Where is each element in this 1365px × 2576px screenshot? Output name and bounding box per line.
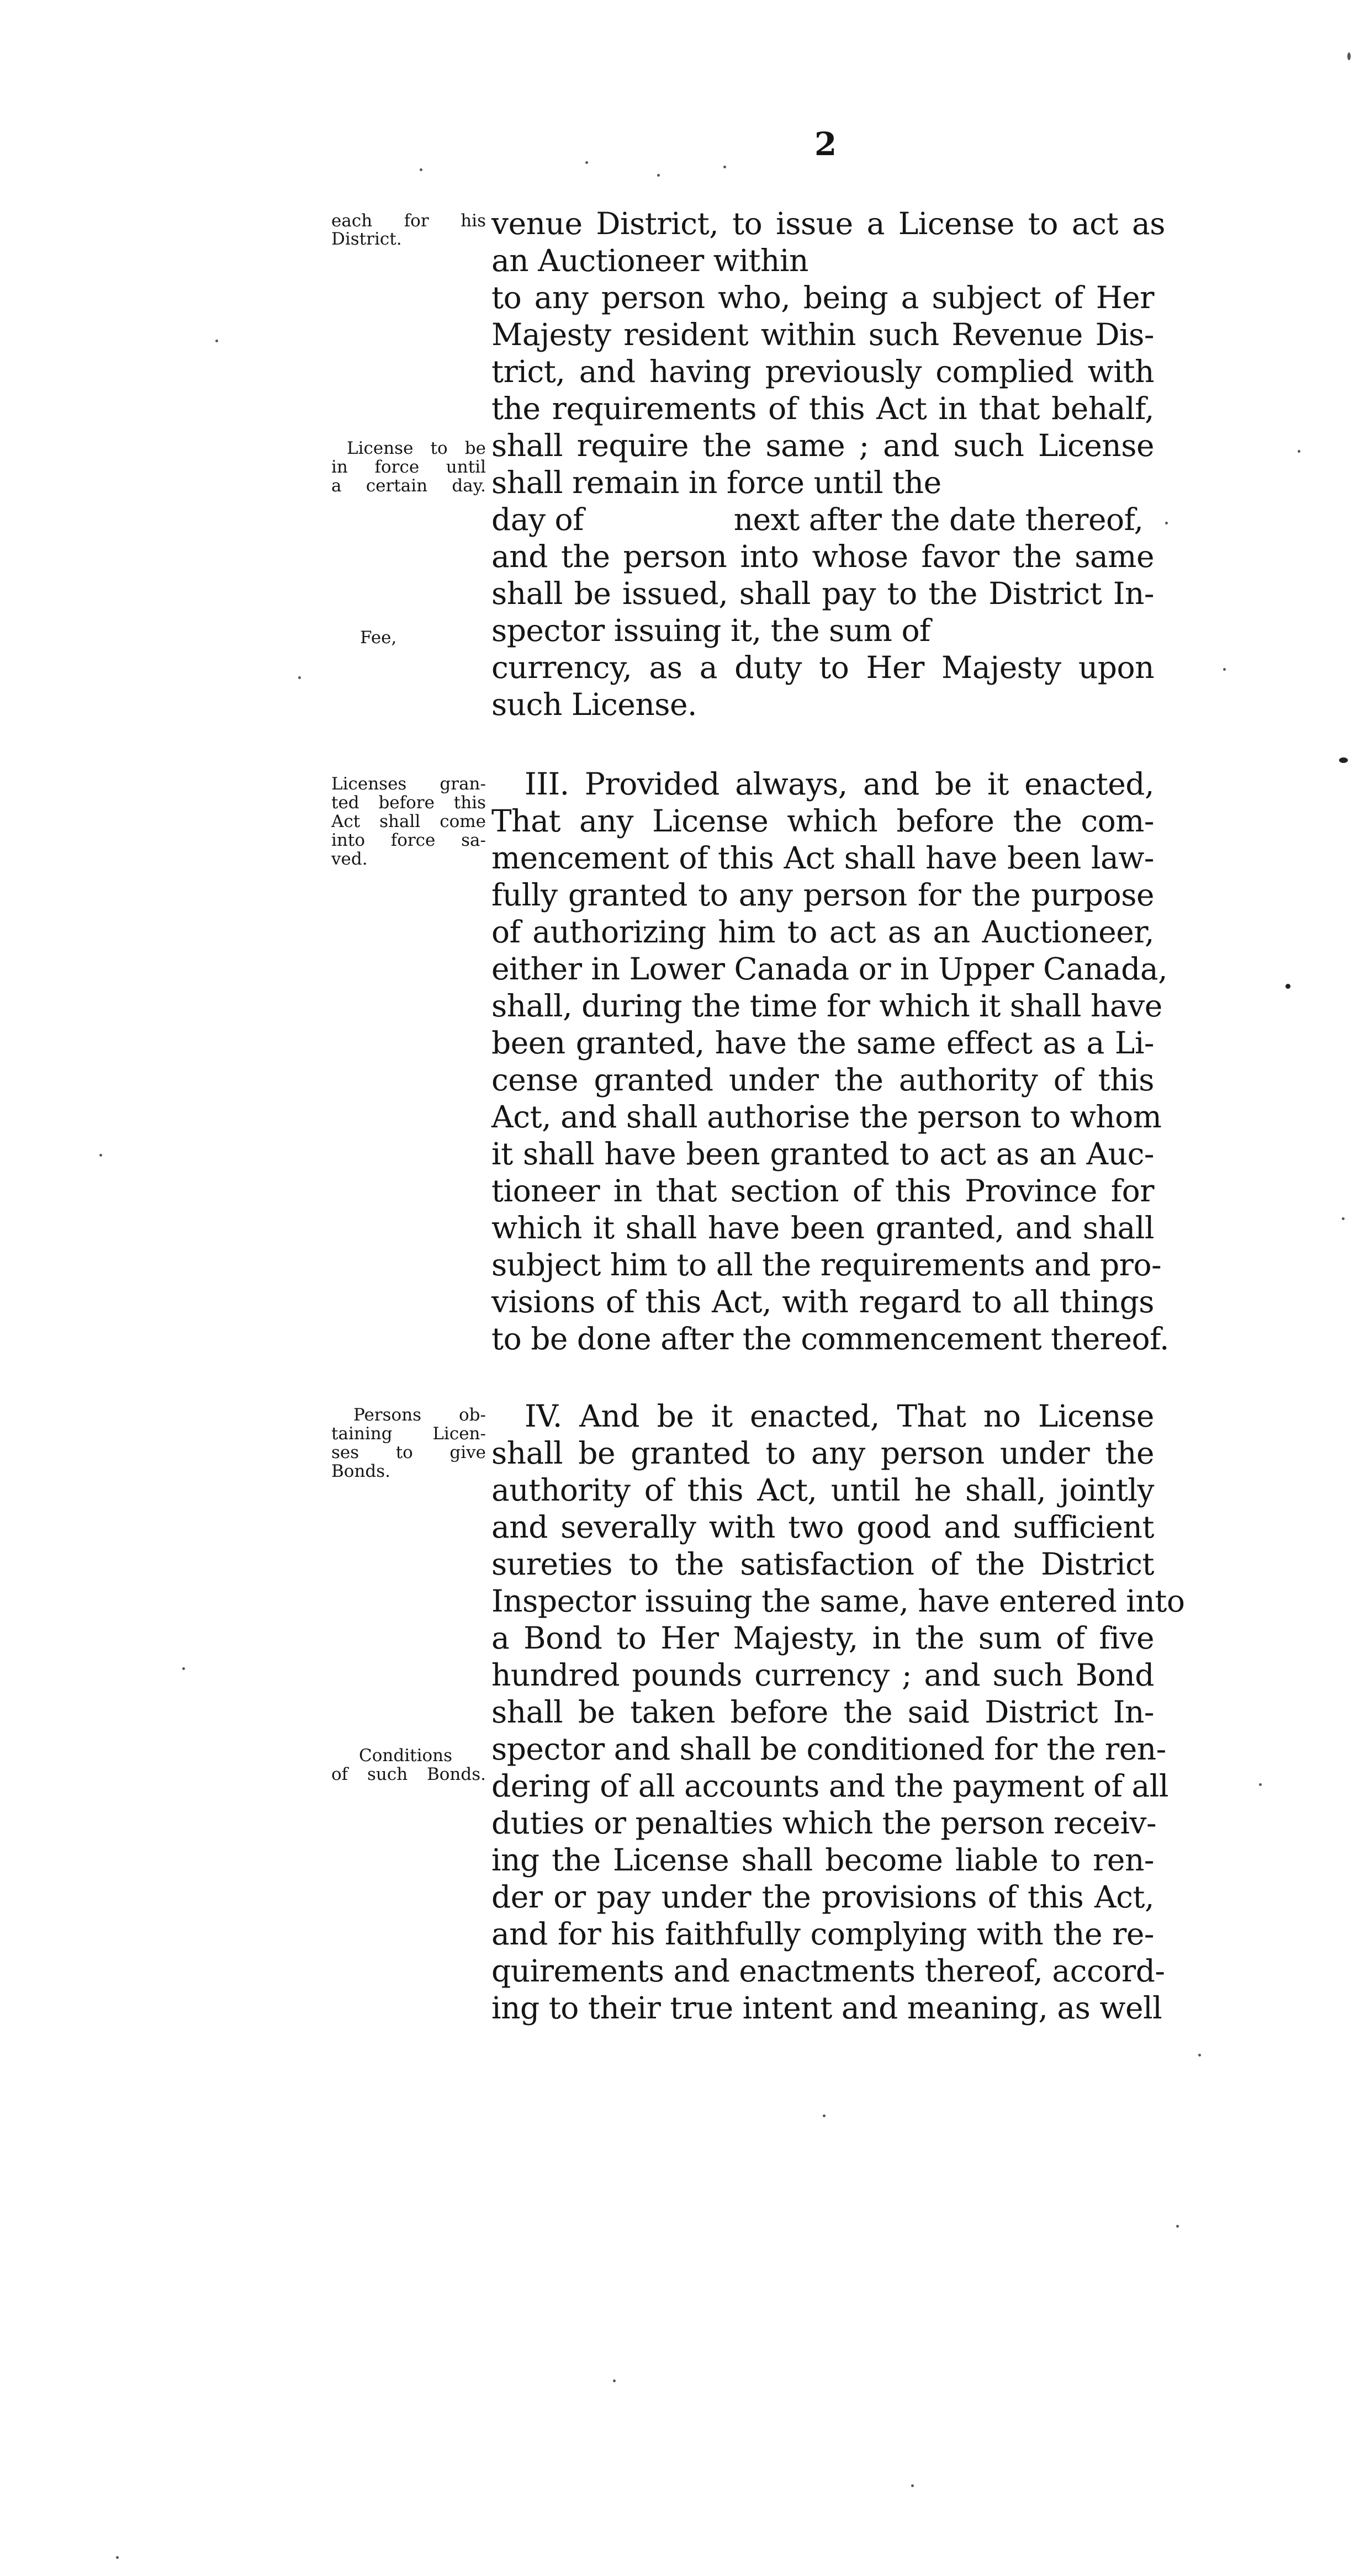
body-line: subject him to all the requirements and pro- bbox=[491, 1247, 1162, 1282]
body-line: a Bond to Her Majesty, in the sum of five bbox=[491, 1620, 1154, 1656]
scan-speck bbox=[1165, 522, 1168, 524]
margin-note-line: ted before this bbox=[331, 793, 486, 813]
body-line: visions of this Act, with regard to all things bbox=[491, 1284, 1154, 1319]
margin-note-line: each for his bbox=[331, 211, 486, 231]
body-line: day of next after the date thereof, bbox=[491, 502, 1144, 537]
scan-speck bbox=[1259, 1783, 1262, 1786]
scan-speck bbox=[420, 168, 422, 171]
margin-note-line: Act shall come bbox=[331, 812, 486, 831]
body-line: sureties to the satisfaction of the District bbox=[491, 1546, 1154, 1582]
body-line: and for his faithfully complying with the re- bbox=[491, 1916, 1154, 1952]
scan-speck bbox=[116, 2556, 119, 2559]
body-line: it shall have been granted to act as an Auc- bbox=[491, 1136, 1154, 1172]
body-line: such License. bbox=[491, 687, 697, 722]
scan-speck bbox=[723, 166, 726, 168]
body-line: venue District, to issue a License to act as bbox=[491, 206, 1165, 241]
body-line: and severally with two good and sufficient bbox=[491, 1509, 1154, 1545]
section-iii-heading-line: III. Provided always, and be it enacted, bbox=[525, 766, 1154, 802]
body-line: hundred pounds currency ; and such Bond bbox=[491, 1657, 1154, 1693]
margin-note-line: Conditions bbox=[359, 1746, 453, 1766]
margin-note-line: taining Licen- bbox=[331, 1424, 486, 1444]
body-line: tioneer in that section of this Province for bbox=[491, 1173, 1154, 1209]
body-line: to be done after the commencement thereof. bbox=[491, 1321, 1170, 1356]
scan-speck bbox=[1339, 757, 1348, 763]
margin-note-line: District. bbox=[331, 229, 402, 249]
body-line: Majesty resident within such Revenue Dis- bbox=[491, 317, 1154, 352]
body-line: ing the License shall become liable to ren- bbox=[491, 1842, 1154, 1878]
body-line: quirements and enactments thereof, accord- bbox=[491, 1953, 1165, 1989]
body-line: spector issuing it, the sum of bbox=[491, 613, 930, 648]
scan-speck bbox=[215, 340, 218, 342]
margin-note-line: ved. bbox=[331, 849, 368, 869]
body-line: shall remain in force until the bbox=[491, 465, 941, 500]
body-line: shall be issued, shall pay to the District In- bbox=[491, 576, 1154, 611]
body-line: Inspector issuing the same, have entered into bbox=[491, 1583, 1185, 1619]
scan-speck bbox=[99, 1154, 102, 1157]
margin-note-line: into force sa- bbox=[331, 830, 486, 850]
scan-speck bbox=[1347, 52, 1351, 60]
margin-note-line: of such Bonds. bbox=[331, 1764, 486, 1784]
scan-speck bbox=[1176, 2225, 1179, 2228]
body-line: trict, and having previously complied with bbox=[491, 354, 1154, 389]
body-line: cense granted under the authority of this bbox=[491, 1062, 1154, 1098]
body-line: spector and shall be conditioned for the ren- bbox=[491, 1731, 1166, 1767]
body-line: dering of all accounts and the payment of all bbox=[491, 1768, 1168, 1804]
body-line: of authorizing him to act as an Auctioneer, bbox=[491, 914, 1154, 950]
body-line: an Auctioneer within bbox=[491, 243, 808, 278]
margin-note-line: in force until bbox=[331, 457, 486, 477]
scan-speck bbox=[585, 161, 588, 164]
body-line: been granted, have the same effect as a Li- bbox=[491, 1025, 1154, 1061]
margin-note-line: Fee, bbox=[360, 628, 397, 648]
body-line: duties or penalties which the person receiv- bbox=[491, 1805, 1157, 1841]
section-iv-heading-line: IV. And be it enacted, That no License bbox=[525, 1398, 1154, 1434]
scan-speck bbox=[911, 2484, 914, 2487]
page-number: 2 bbox=[814, 125, 837, 163]
scan-speck bbox=[613, 2379, 616, 2382]
scan-speck bbox=[823, 2114, 826, 2117]
margin-note-line: Bonds. bbox=[331, 1461, 391, 1481]
body-line: the requirements of this Act in that behalf, bbox=[491, 391, 1154, 426]
scan-speck bbox=[182, 1667, 185, 1670]
body-line: fully granted to any person for the purpose bbox=[491, 877, 1154, 913]
body-line: shall, during the time for which it shall have bbox=[491, 988, 1162, 1024]
body-line: Act, and shall authorise the person to whom bbox=[491, 1099, 1162, 1135]
body-line: currency, as a duty to Her Majesty upon bbox=[491, 650, 1154, 685]
scan-speck bbox=[1285, 984, 1290, 989]
body-line: shall require the same ; and such License bbox=[491, 428, 1154, 463]
body-line: mencement of this Act shall have been law- bbox=[491, 840, 1154, 876]
body-line: and the person into whose favor the same bbox=[491, 539, 1154, 574]
scan-speck bbox=[1342, 1217, 1345, 1220]
scan-speck bbox=[298, 676, 301, 679]
body-line: to any person who, being a subject of Her bbox=[491, 280, 1154, 315]
body-line: ing to their true intent and meaning, as well bbox=[491, 1990, 1162, 2026]
body-line: which it shall have been granted, and shall bbox=[491, 1210, 1154, 1245]
margin-note-line: ses to give bbox=[331, 1443, 486, 1462]
body-line: shall be granted to any person under the bbox=[491, 1435, 1154, 1471]
scan-speck bbox=[1298, 450, 1300, 453]
body-line: der or pay under the provisions of this Act, bbox=[491, 1879, 1154, 1915]
margin-note-line: Persons ob- bbox=[353, 1405, 486, 1425]
scan-speck bbox=[657, 174, 660, 177]
margin-note-line: Licenses gran- bbox=[331, 774, 486, 794]
scan-speck bbox=[1223, 668, 1226, 671]
scan-speck bbox=[1198, 2054, 1201, 2056]
body-line: That any License which before the com- bbox=[491, 803, 1154, 839]
margin-note-line: a certain day. bbox=[331, 476, 486, 496]
body-line: shall be taken before the said District In- bbox=[491, 1694, 1154, 1730]
body-line: authority of this Act, until he shall, jointly bbox=[491, 1472, 1154, 1508]
body-line: either in Lower Canada or in Upper Canada, bbox=[491, 951, 1168, 987]
margin-note-line: License to be bbox=[347, 438, 486, 458]
